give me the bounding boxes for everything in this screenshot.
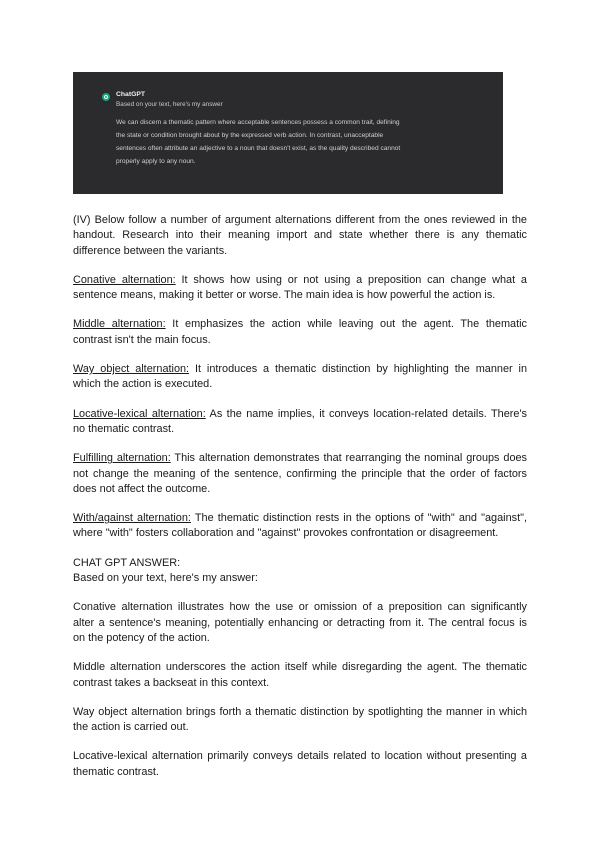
answer-text: does not affect the outcome.	[73, 482, 211, 495]
term-label: Locative-lexical alternation:	[73, 407, 206, 420]
answer-middle	[73, 317, 527, 348]
term-label: Conative alternation:	[73, 273, 176, 286]
chat-header	[102, 91, 485, 111]
answer-text: This alternation demonstrates that rearranging the nominal groups does	[170, 452, 528, 465]
chat-body-line: We can discern a thematic pattern where acceptable sentences possess a common trait, defining	[116, 119, 400, 126]
answer-text: not change the meaning of the sentence, confirming the principle that the order of factors	[73, 467, 527, 480]
answer-text: It emphasizes the action while leaving out the agent. The thematic	[165, 318, 527, 331]
term-label: Middle alternation:	[73, 318, 166, 331]
chatgpt-text: alter a sentence's meaning, potentially enhancing or detracting from it. The central focus is	[73, 616, 527, 629]
question-line: handout. Research into their meaning import and state whether there is any thematic	[73, 229, 527, 242]
answer-text: where "with" fosters collaboration and "against" provokes confrontation or disagreement.	[73, 527, 499, 540]
question-line: (IV) Below follow a number of argument alternations different from the ones reviewed in the	[73, 214, 527, 226]
chatgpt-paragraph-locative	[73, 749, 527, 780]
chatgpt-text: thematic contrast.	[73, 765, 159, 778]
chatgpt-paragraph-way-object	[73, 705, 527, 736]
chatgpt-text: Conative alternation illustrates how the use or omission of a preposition can significantly	[73, 601, 527, 614]
section-intro: Based on your text, here's my answer:	[73, 572, 258, 585]
document-body	[73, 213, 527, 794]
chatgpt-text: the action is carried out.	[73, 721, 189, 734]
chatgpt-text: Way object alternation brings forth a thematic distinction by spotlighting the manner in which	[73, 705, 527, 718]
answer-way-object	[73, 362, 527, 393]
answer-text: no thematic contrast.	[73, 422, 175, 435]
answer-text: It shows how using or not using a preposition can change what a	[175, 273, 527, 286]
chat-author-name: ChatGPT	[116, 91, 146, 98]
section-heading: CHAT GPT ANSWER:	[73, 556, 181, 569]
answer-text: As the name implies, it conveys location-related details. There's	[205, 407, 527, 420]
chatgpt-paragraph-middle	[73, 660, 527, 691]
chatgpt-text: Locative-lexical alternation primarily conveys details related to location without presenting a	[73, 750, 527, 763]
chatgpt-logo-icon	[102, 93, 110, 101]
term-label: Way object alternation:	[73, 363, 190, 376]
chat-body-line: sentences often attribute an adjective to a noun that doesn't exist, as the quality described cannot	[116, 145, 401, 152]
answer-text: contrast isn't the main focus.	[73, 333, 211, 346]
chat-intro: Based on your text, here's my answer	[116, 101, 223, 108]
answer-locative-lexical	[73, 407, 527, 438]
chatgpt-text: Middle alternation underscores the action itself while disregarding the agent. The thematic	[73, 661, 527, 674]
answer-fulfilling	[73, 451, 527, 497]
chat-body-line: the state or condition brought about by the expressed verb action. In contrast, unacceptable	[116, 132, 384, 139]
answer-text: The thematic distinction rests in the options of "with" and "against",	[190, 512, 527, 525]
term-label: Fulfilling alternation:	[73, 452, 171, 465]
answer-text: which the action is executed.	[73, 378, 213, 391]
answer-text: It introduces a thematic distinction by highlighting the manner in	[189, 363, 527, 376]
question-paragraph	[73, 213, 527, 259]
chat-body-line: properly apply to any noun.	[116, 158, 196, 165]
chat-message-body	[116, 116, 461, 168]
chatgpt-screenshot	[73, 72, 503, 194]
answer-text: sentence means, making it better or worse. The main idea is how powerful the action is.	[73, 289, 496, 302]
answer-with-against	[73, 511, 527, 542]
term-label: With/against alternation:	[73, 512, 191, 525]
chatgpt-text: on the potency of the action.	[73, 631, 210, 644]
chatgpt-paragraph-conative	[73, 600, 527, 646]
answer-conative	[73, 273, 527, 304]
chatgpt-answer-header	[73, 556, 527, 587]
question-line: difference between the variants.	[73, 244, 228, 257]
chatgpt-text: contrast takes a backseat in this context.	[73, 676, 270, 689]
